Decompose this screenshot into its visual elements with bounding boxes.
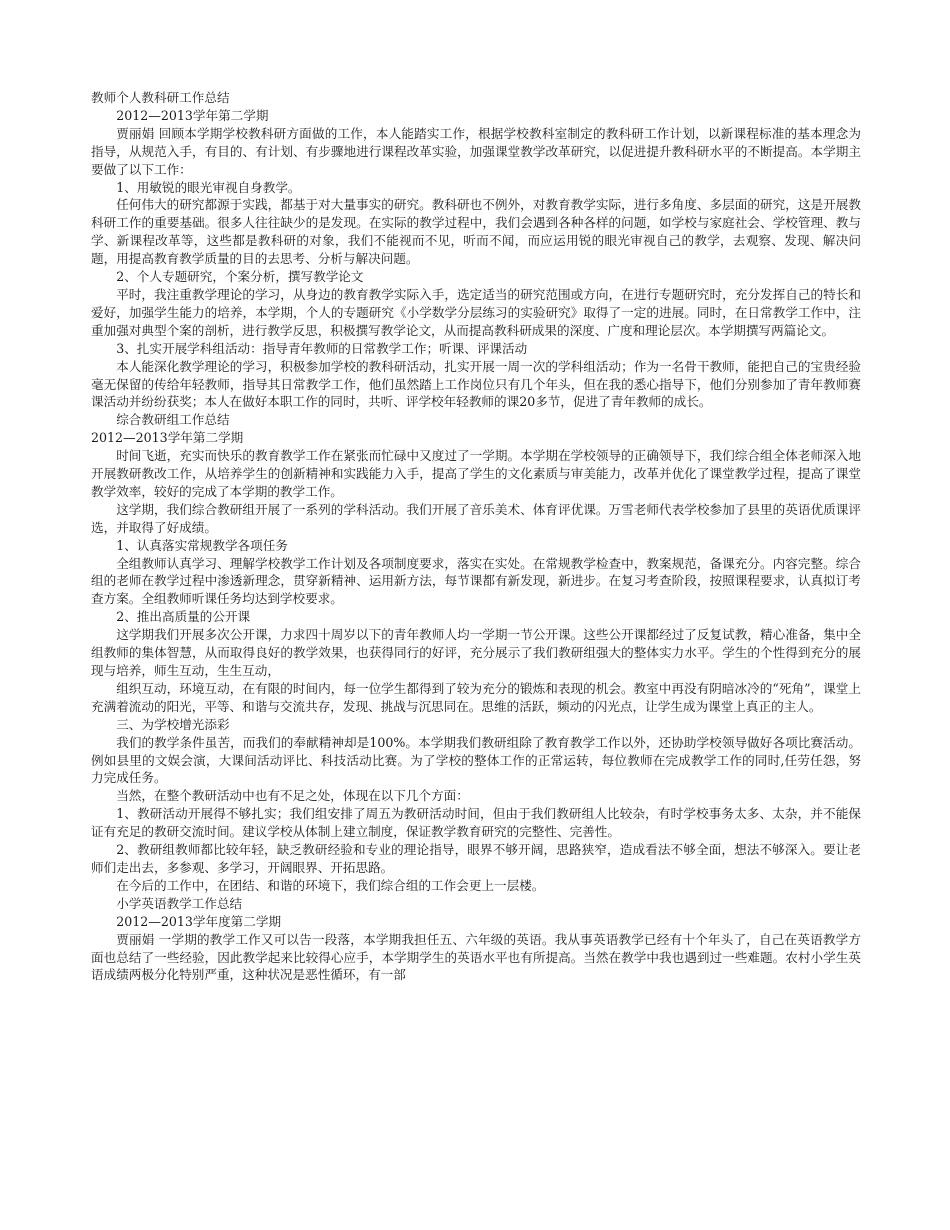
paragraph: 2、推出高质量的公开课 — [116, 609, 251, 625]
paragraph: 当然，在整个教研活动中也有不足之处，体现在以下几个方面： — [116, 788, 469, 804]
paragraph: 在今后的工作中，在团结、和谐的环境下，我们综合组的工作会更上一层楼。 — [116, 877, 545, 893]
paragraph: 3、扎实开展学科组活动：指导青年教师的日常教学工作；听课、评课活动 — [116, 340, 528, 356]
paragraph: 本人能深化教学理论的学习，积极参加学校的教科研活动，扎实开展一周一次的学科组活动；作为一名骨干教师，能把自己的宝贵经验毫无保留的传给年轻教师，指导其日常教学工作，他们虽然踏上工作岗位只有几个年头，但在我的悉心指导下，他们分别参加了青年教师赛课活动并纷纷获奖；本人在做好本职工作的同时，共听、评学校年轻教师的课20多节，促进了青年教师的成长。 — [91, 358, 861, 410]
paragraph: 2、教研组教师都比较年轻，缺乏教研经验和专业的理论指导，眼界不够开阔，思路狭窄，造成看法不够全面，想法不够深入。要让老师们走出去，多参观、多学习，开阔眼界、开拓思路。 — [91, 842, 861, 875]
paragraph: 时间飞逝，充实而快乐的教育教学工作在紧张而忙碌中又度过了一学期。本学期在学校领导的正确领导下，我们综合组全体老师深入地开展教研教改工作，从培养学生的创新精神和实践能力入手，提高了学生的文化素质与审美能力，改革并优化了课堂教学过程，提高了课堂教学效率，较好的完成了本学期的教学工作。 — [91, 448, 861, 499]
paragraph: 贾丽娟 回顾本学期学校教科研方面做的工作，本人能踏实工作，根据学校教科室制定的教科研工作计划，以新课程标准的基本理念为指导，从规范入手，有目的、有计划、有步骤地进行课程改革实验，加强课堂教学改革研究，以促进提升教科研水平的不断提高。本学期主要做了以下工作： — [91, 125, 861, 177]
document-body — [91, 89, 861, 984]
paragraph: 2、个人专题研究，个案分析，撰写教学论文 — [116, 269, 364, 285]
paragraph: 任何伟大的研究都源于实践，都基于对大量事实的研究。教科研也不例外，对教育教学实际，进行多角度、多层面的研究，这是开展教科研工作的重要基础。很多人往往缺少的是发现。在实际的教学过程中，我们会遇到各种各样的问题，如学校与家庭社会、学校管理、教与学、新课程改革等，这些都是教科研的对象，我们不能视而不见，听而不闻，而应运用锐的眼光审视自己的教学，去观察、发现、解决问题，用提高教育教学质量的目的去思考、分析与解决问题。 — [91, 197, 861, 267]
paragraph: 贾丽娟 一学期的教学工作又可以告一段落，本学期我担任五、六年级的英语。我从事英语教学已经有十个年头了，自己在英语教学方面也总结了一些经验，因此教学起来比较得心应手，本学期学生的英语水平也有所提高。当然在教学中我也遇到过一些难题。农村小学生英语成绩两极分化特别严重，这种状况是恶性循环，有一部 — [91, 931, 861, 983]
paragraph: 组织互动，环境互动，在有限的时间内，每一位学生都得到了较为充分的锻炼和表现的机会。教室中再没有阴暗冰冷的“死角”，课堂上充满着流动的阳光，平等、和谐与交流共存，发现、挑战与沉思同在。思维的活跃，频动的闪光点，让学生成为课堂上真正的主人。 — [91, 680, 861, 714]
paragraph: 小学英语教学工作总结 — [116, 895, 243, 911]
paragraph: 2012—2013学年第二学期 — [116, 107, 269, 123]
paragraph: 1、教研活动开展得不够扎实；我们组安排了周五为教研活动时间，但由于我们教研组人比较杂，有时学校事务太多、太杂，并不能保证有充足的教研交流时间。建议学校从体制上建立制度，保证教学教育研究的完整性、完善性。 — [91, 806, 861, 840]
paragraph: 1、认真落实常规教学各项任务 — [116, 537, 288, 553]
paragraph: 教师个人教科研工作总结 — [91, 90, 230, 105]
paragraph: 三、为学校增光添彩 — [116, 716, 230, 732]
paragraph: 2012—2013学年度第二学期 — [116, 913, 282, 929]
paragraph: 我们的教学条件虽苦，而我们的奉献精神却是100%。本学期我们教研组除了教育教学工作以外，还协助学校领导做好各项比赛活动。例如县里的文娱会演，大课间活动评比、科技活动比赛。为了学校的整体工作的正常运转，每位教师在完成教学工作的同时,任劳任怨，努力完成任务。 — [91, 734, 861, 786]
paragraph: 这学期我们开展多次公开课，力求四十周岁以下的青年教师人均一学期一节公开课。这些公开课都经过了反复试教，精心准备，集中全组教师的集体智慧，从而取得良好的教学效果，也获得同行的好评，充分展示了我们教研组强大的整体实力水平。学生的个性得到充分的展现与培养，师生互动，生生互动， — [91, 627, 861, 678]
paragraph: 全组教师认真学习、理解学校教学工作计划及各项制度要求，落实在实处。在常规教学检查中，教案规范，备课充分。内容完整。综合组的老师在教学过程中渗透新理念，贯穿新精神、运用新方法，每节课都有新发现，新进步。在复习考查阶段，按照课程要求，认真拟订考查方案。全组教师听课任务均达到学校要求。 — [91, 555, 861, 607]
paragraph: 2012—2013学年第二学期 — [91, 430, 244, 446]
paragraph: 平时，我注重教学理论的学习，从身边的教育教学实际入手，选定适当的研究范围或方向，在进行专题研究时，充分发挥自己的特长和爱好，加强学生能力的培养，本学期，个人的专题研究《小学数学分层练习的实验研究》取得了一定的进展。同时，在日常教学工作中，注重加强对典型个案的剖析，进行教学反思，积极撰写教学论文，从而提高教科研成果的深度、广度和理论层次。本学期撰写两篇论文。 — [91, 286, 861, 338]
paragraph: 1、用敏锐的眼光审视自身教学。 — [116, 179, 301, 195]
paragraph: 综合教研组工作总结 — [116, 412, 230, 428]
paragraph: 这学期，我们综合教研组开展了一系列的学科活动。我们开展了音乐美术、体育评优课。万雪老师代表学校参加了县里的英语优质课评选，并取得了好成绩。 — [91, 501, 861, 535]
